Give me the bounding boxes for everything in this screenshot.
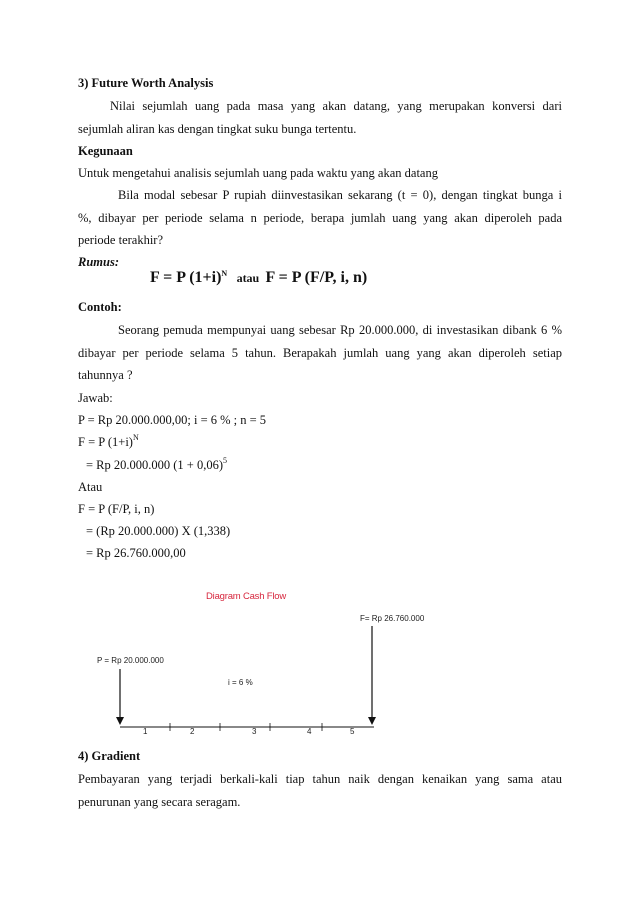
solution-line-3: = Rp 20.000.000 $(1 + 0,06)^5$ bbox=[86, 455, 228, 472]
jawab-label: Jawab: bbox=[78, 391, 113, 405]
example-line-1: Seorang pemuda mempunyai uang sebesar Rp 20.000.000, di investasikan dibank 6 % bbox=[118, 323, 562, 337]
formula-a-exponent: N bbox=[221, 268, 228, 278]
formula-a: F = P (1+i) bbox=[150, 269, 222, 286]
cashflow-future-label: F= Rp 26.760.000 bbox=[360, 614, 425, 623]
example-line-3: tahunnya ? bbox=[78, 368, 133, 382]
atau-label: Atau bbox=[78, 480, 103, 494]
definition-line-2: sejumlah aliran kas dengan tingkat suku bunga tertentu. bbox=[78, 122, 357, 136]
kegunaan-label: Kegunaan bbox=[78, 144, 133, 158]
present-arrow-head bbox=[116, 717, 124, 725]
gradient-line-2: penurunan yang secara seragam. bbox=[78, 795, 241, 809]
solution-line-5: = (Rp 20.000.000) X (1,338) bbox=[86, 524, 231, 538]
period-label: 1 bbox=[143, 727, 148, 736]
period-label: 2 bbox=[190, 727, 195, 736]
rumus-label: Rumus: bbox=[78, 255, 119, 269]
formula-b: F = P (F/P, i, n) bbox=[265, 269, 368, 286]
section-3-heading: 3) Future Worth Analysis bbox=[78, 76, 214, 90]
cashflow-present-label: P = Rp 20.000.000 bbox=[97, 656, 164, 665]
solution-line-6: = Rp 26.760.000,00 bbox=[86, 546, 186, 560]
solution-line-1: P = Rp 20.000.000,00; i = 6 % ; n = 5 bbox=[78, 413, 267, 427]
gradient-line-1: Pembayaran yang terjadi berkali-kali tiap tahun naik dengan kenaikan yang sama atau bbox=[78, 772, 562, 786]
question-line-2: %, dibayar per periode selama n periode, berapa jumlah uang yang akan diperoleh pada bbox=[78, 211, 562, 225]
solution-line-2: F = P $(1+i)^N$ bbox=[78, 432, 139, 449]
period-label: 5 bbox=[350, 727, 355, 736]
kegunaan-text: Untuk mengetahui analisis sejumlah uang pada waktu yang akan datang bbox=[78, 166, 438, 180]
formula-or: atau bbox=[236, 271, 260, 285]
future-arrow-head bbox=[368, 717, 376, 725]
cashflow-rate-label: i = 6 % bbox=[228, 678, 253, 687]
solution-line-4: F = P (F/P, i, n) bbox=[78, 502, 155, 516]
section-4-heading: 4) Gradient bbox=[78, 749, 141, 763]
cashflow-title: Diagram Cash Flow bbox=[206, 591, 287, 602]
definition-line-1: Nilai sejumlah uang pada masa yang akan datang, yang merupakan konversi dari bbox=[110, 99, 562, 113]
period-label: 3 bbox=[252, 727, 257, 736]
example-line-2: dibayar per periode selama 5 tahun. Berapakah jumlah uang yang akan diperoleh setiap bbox=[78, 346, 562, 360]
contoh-label: Contoh: bbox=[78, 300, 122, 314]
question-line-1: Bila modal sebesar P rupiah diinvestasikan sekarang (t = 0), dengan tingkat bunga i bbox=[118, 188, 562, 202]
period-label: 4 bbox=[307, 727, 312, 736]
question-line-3: periode terakhir? bbox=[78, 233, 164, 247]
